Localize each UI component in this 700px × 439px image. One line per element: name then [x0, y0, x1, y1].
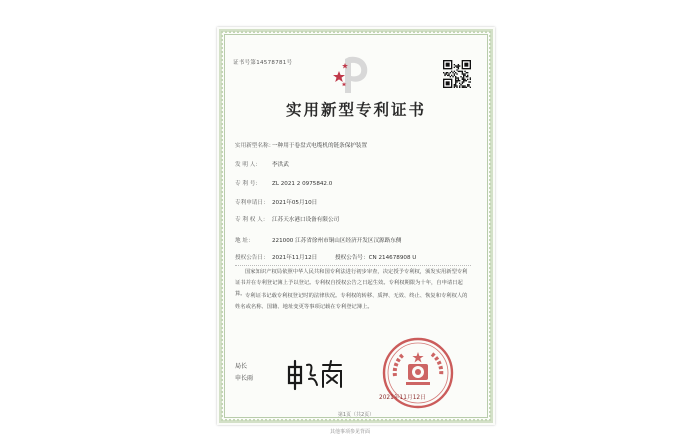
- seal-date: 2021年11月12日: [379, 395, 426, 401]
- field-label: 专利申请日：: [235, 200, 269, 206]
- field-value: 一种用于卷盘式电缆机的链条保护装置: [272, 143, 368, 149]
- certificate-title: 实用新型专利证书: [285, 100, 426, 119]
- field-value: 江苏天水港口设备有限公司: [272, 217, 340, 223]
- field-grant-number: 授权公告号：CN 214678908 U: [335, 255, 417, 261]
- field-grant-date: [235, 253, 416, 261]
- field-value: 李洪武: [272, 162, 289, 168]
- field-inventor: [235, 160, 289, 168]
- field-label: 专 利 权 人：: [235, 217, 269, 223]
- field-patentee: [235, 215, 339, 223]
- director-name-label: 申长雨: [235, 375, 254, 382]
- field-utility-model-name: [235, 141, 367, 149]
- field-application-date: [235, 198, 317, 206]
- paragraph-legal-status: 专利证书记载专利权登记时的法律状况。专利权的转移、质押、无效、终止、恢复和专利权人的姓名或名称、国籍、地址变更等事项记载在专利登记簿上。: [235, 293, 468, 310]
- cnipa-logo-icon: [331, 51, 377, 97]
- field-value: 2021年05月10日: [272, 200, 318, 206]
- field-label: 发 明 人：: [235, 162, 261, 168]
- field-value: 2021年11月12日: [272, 255, 318, 261]
- field-label: 专 利 号：: [235, 181, 261, 187]
- field-patent-number: [235, 179, 332, 187]
- certificate-number: 证书号第14578781号: [233, 60, 293, 66]
- certificate-sheet: [217, 27, 495, 425]
- field-address: [235, 236, 401, 244]
- qr-code-icon: [443, 60, 471, 88]
- field-value: ZL 2021 2 0975842.0: [272, 181, 333, 187]
- field-label: 实用新型名称：: [235, 143, 275, 149]
- field-value: 221000 江苏省徐州市铜山区经济开发区汉源路东侧: [272, 238, 402, 244]
- paragraph-grant-notice: 国家知识产权局依照中华人民共和国专利法进行初步审查，决定授予专利权，颁发实用新型专利证书并在专利登记簿上予以登记。专利权自授权公告之日起生效。专利权期限为十年，自申请日起算。: [235, 269, 468, 297]
- director-label: 局长: [235, 363, 248, 370]
- divider: [235, 265, 471, 266]
- field-label: 授权公告日：: [235, 255, 269, 261]
- handwritten-signature-icon: [285, 357, 345, 391]
- field-label: 地 址：: [235, 238, 254, 244]
- footer-note: 其他事项参见背面: [329, 429, 370, 435]
- page-number: 第1页（共2页）: [337, 412, 375, 418]
